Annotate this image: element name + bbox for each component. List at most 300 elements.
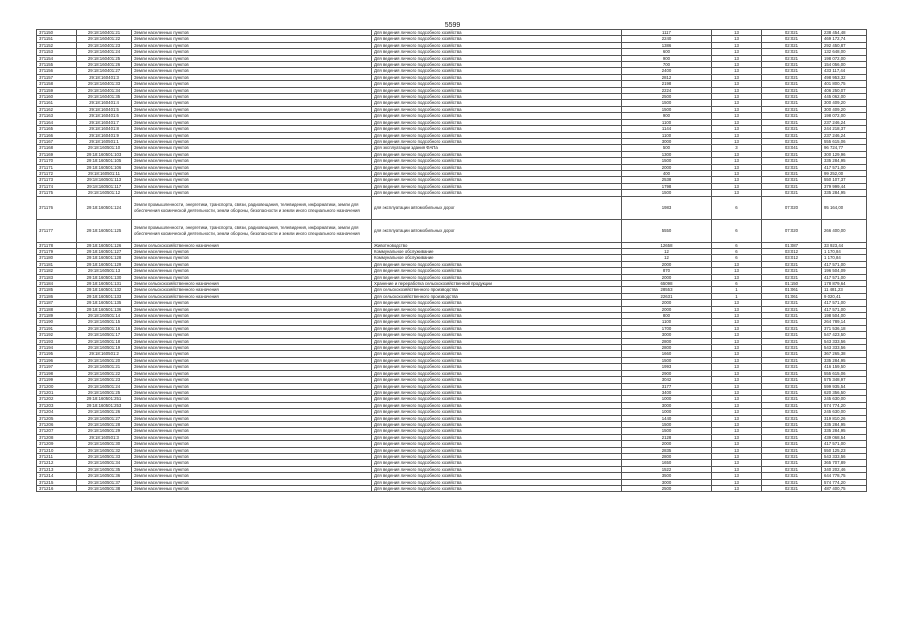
group-cell: 13 xyxy=(712,177,762,183)
area-cell: 2812 xyxy=(622,74,712,80)
cadastral-number-cell: 29:18:160501:251 xyxy=(77,396,132,402)
code-cell: 02:021 xyxy=(762,319,822,325)
area-cell: 1100 xyxy=(622,119,712,125)
code-cell: 02:021 xyxy=(762,486,822,492)
land-category-cell: Земли сельскохозяйственного назначения xyxy=(132,242,372,248)
permitted-use-cell: Для ведения личного подсобного хозяйства xyxy=(372,319,622,325)
area-cell: 2240 xyxy=(622,36,712,42)
group-cell: 13 xyxy=(712,409,762,415)
code-cell: 03:012 xyxy=(762,255,822,261)
cadastral-value-cell: 379 999,44 xyxy=(822,183,867,189)
land-category-cell: Земли населенных пунктов xyxy=(132,248,372,254)
area-cell: 1300 xyxy=(622,151,712,157)
area-cell: 2224 xyxy=(622,87,712,93)
area-cell: 700 xyxy=(622,62,712,68)
land-category-cell: Земли населенных пунктов xyxy=(132,138,372,144)
cadastral-value-cell: 319 810,26 xyxy=(822,415,867,421)
group-cell: 13 xyxy=(712,313,762,319)
cadastral-number-cell: 29:18:160501:129 xyxy=(77,261,132,267)
area-cell: 1100 xyxy=(622,132,712,138)
code-cell: 02:021 xyxy=(762,466,822,472)
code-cell: 02:021 xyxy=(762,113,822,119)
group-cell: 13 xyxy=(712,55,762,61)
code-cell: 02:021 xyxy=(762,479,822,485)
cadastral-number-cell: 29:18:160501:131 xyxy=(77,281,132,287)
row-number-cell: 371174 xyxy=(37,183,77,189)
cadastral-number-cell: 29:18:160501:133 xyxy=(77,293,132,299)
code-cell: 02:021 xyxy=(762,306,822,312)
area-cell: 2000 xyxy=(622,274,712,280)
group-cell: 13 xyxy=(712,138,762,144)
code-cell: 02:021 xyxy=(762,177,822,183)
land-category-cell: Земли населенных пунктов xyxy=(132,306,372,312)
permitted-use-cell: Для ведения личного подсобного хозяйства xyxy=(372,164,622,170)
permitted-use-cell: Для ведения личного подсобного хозяйства xyxy=(372,486,622,492)
group-cell: 13 xyxy=(712,357,762,363)
row-number-cell: 371204 xyxy=(37,409,77,415)
permitted-use-cell: Для ведения личного подсобного хозяйства xyxy=(372,460,622,466)
cadastral-number-cell: 29:18:160401:9 xyxy=(77,132,132,138)
permitted-use-cell: Для ведения личного подсобного хозяйства xyxy=(372,183,622,189)
group-cell: 13 xyxy=(712,36,762,42)
area-cell: 3000 xyxy=(622,332,712,338)
land-category-cell: Земли населенных пунктов xyxy=(132,113,372,119)
code-cell: 01:150 xyxy=(762,281,822,287)
cadastral-value-cell: 371 536,18 xyxy=(822,325,867,331)
land-category-cell: Земли сельскохозяйственного назначения xyxy=(132,281,372,287)
area-cell: 1386 xyxy=(622,42,712,48)
row-number-cell: 371187 xyxy=(37,300,77,306)
row-number-cell: 371185 xyxy=(37,287,77,293)
area-cell: 1650 xyxy=(622,460,712,466)
permitted-use-cell: Для ведения личного подсобного хозяйства xyxy=(372,441,622,447)
group-cell: 13 xyxy=(712,42,762,48)
code-cell: 02:021 xyxy=(762,377,822,383)
permitted-use-cell: Для ведения личного подсобного хозяйства xyxy=(372,453,622,459)
code-cell: 02:021 xyxy=(762,325,822,331)
cadastral-value-cell: 439 068,54 xyxy=(822,434,867,440)
code-cell: 02:021 xyxy=(762,100,822,106)
land-category-cell: Земли населенных пунктов xyxy=(132,325,372,331)
code-cell: 02:021 xyxy=(762,151,822,157)
land-category-cell: Земли населенных пунктов xyxy=(132,100,372,106)
area-cell: 2000 xyxy=(622,164,712,170)
land-category-cell: Земли населенных пунктов xyxy=(132,396,372,402)
code-cell: 02:021 xyxy=(762,42,822,48)
cadastral-number-cell: 29:18:160501:35 xyxy=(77,466,132,472)
cadastral-value-cell: 335 284,95 xyxy=(822,421,867,427)
area-cell: 2000 xyxy=(622,261,712,267)
group-cell: 13 xyxy=(712,119,762,125)
group-cell: 13 xyxy=(712,415,762,421)
row-number-cell: 371213 xyxy=(37,466,77,472)
group-cell: 13 xyxy=(712,62,762,68)
code-cell: 02:021 xyxy=(762,383,822,389)
row-number-cell: 371209 xyxy=(37,441,77,447)
code-cell: 02:021 xyxy=(762,119,822,125)
area-cell: 1000 xyxy=(622,396,712,402)
permitted-use-cell: Для ведения личного подсобного хозяйства xyxy=(372,132,622,138)
land-category-cell: Земли населенных пунктов xyxy=(132,351,372,357)
row-number-cell: 371155 xyxy=(37,62,77,68)
cadastral-value-cell: 198 504,00 xyxy=(822,313,867,319)
row-number-cell: 371183 xyxy=(37,274,77,280)
permitted-use-cell: Животноводство xyxy=(372,242,622,248)
row-number-cell: 371170 xyxy=(37,158,77,164)
group-cell: 13 xyxy=(712,87,762,93)
cadastral-value-cell: 417 571,00 xyxy=(822,164,867,170)
row-number-cell: 371159 xyxy=(37,87,77,93)
area-cell: 2835 xyxy=(622,447,712,453)
code-cell: 02:021 xyxy=(762,274,822,280)
code-cell: 02:021 xyxy=(762,428,822,434)
permitted-use-cell: Для ведения личного подсобного хозяйства xyxy=(372,389,622,395)
cadastral-number-cell: 29:18:160501:19 xyxy=(77,345,132,351)
permitted-use-cell: Для ведения личного подсобного хозяйства xyxy=(372,268,622,274)
permitted-use-cell: Для ведения личного подсобного хозяйства xyxy=(372,62,622,68)
row-number-cell: 371165 xyxy=(37,126,77,132)
code-cell: 02:021 xyxy=(762,338,822,344)
cadastral-value-cell: 433 117,44 xyxy=(822,68,867,74)
row-number-cell: 371198 xyxy=(37,370,77,376)
row-number-cell: 371202 xyxy=(37,396,77,402)
land-category-cell: Земли населенных пунктов xyxy=(132,421,372,427)
code-cell: 02:021 xyxy=(762,370,822,376)
group-cell: 6 xyxy=(712,219,762,242)
area-cell: 2128 xyxy=(622,434,712,440)
area-cell: 900 xyxy=(622,113,712,119)
cadastral-number-cell: 29:18:160501:24 xyxy=(77,383,132,389)
row-number-cell: 371189 xyxy=(37,313,77,319)
area-cell: 1144 xyxy=(622,126,712,132)
table-row xyxy=(37,219,867,242)
cadastral-value-cell: 547 423,50 xyxy=(822,332,867,338)
cadastral-number-cell: 29:18:160401:7 xyxy=(77,119,132,125)
cadastral-value-cell: 99 252,00 xyxy=(822,170,867,176)
permitted-use-cell: Для ведения личного подсобного хозяйства xyxy=(372,396,622,402)
cadastral-value-cell: 574 774,20 xyxy=(822,479,867,485)
code-cell: 02:021 xyxy=(762,415,822,421)
group-cell: 13 xyxy=(712,158,762,164)
group-cell: 13 xyxy=(712,428,762,434)
cadastral-value-cell: 550 125,23 xyxy=(822,447,867,453)
cadastral-value-cell: 196 504,09 xyxy=(822,268,867,274)
area-cell: 2500 xyxy=(622,94,712,100)
land-category-cell: Земли населенных пунктов xyxy=(132,434,372,440)
permitted-use-cell: Для ведения личного подсобного хозяйства xyxy=(372,68,622,74)
land-category-cell: Земли сельскохозяйственного назначения xyxy=(132,293,372,299)
group-cell: 13 xyxy=(712,389,762,395)
table-row xyxy=(37,196,867,219)
group-cell: 6 xyxy=(712,242,762,248)
permitted-use-cell: Для ведения личного подсобного хозяйства xyxy=(372,177,622,183)
area-cell: 1117 xyxy=(622,30,712,36)
land-category-cell: Земли населенных пунктов xyxy=(132,332,372,338)
cadastral-value-cell: 406 250,07 xyxy=(822,87,867,93)
land-category-cell: Земли населенных пунктов xyxy=(132,473,372,479)
cadastral-number-cell: 29:18:160401:35 xyxy=(77,94,132,100)
land-category-cell: Земли населенных пунктов xyxy=(132,62,372,68)
permitted-use-cell: Для ведения личного подсобного хозяйства xyxy=(372,158,622,164)
row-number-cell: 371208 xyxy=(37,434,77,440)
cadastral-number-cell: 29:18:160401:27 xyxy=(77,68,132,74)
row-number-cell: 371191 xyxy=(37,325,77,331)
land-category-cell: Земли населенных пунктов xyxy=(132,145,372,151)
code-cell: 02:021 xyxy=(762,453,822,459)
permitted-use-cell: Для ведения личного подсобного хозяйства xyxy=(372,74,622,80)
cadastral-number-cell: 29:18:160501:21 xyxy=(77,364,132,370)
code-cell: 02:021 xyxy=(762,164,822,170)
cadastral-value-cell: 96 724,77 xyxy=(822,145,867,151)
cadastral-value-cell: 335 284,95 xyxy=(822,158,867,164)
cadastral-value-cell: 340 202,46 xyxy=(822,466,867,472)
area-cell: 1700 xyxy=(622,325,712,331)
code-cell: 02:021 xyxy=(762,36,822,42)
cadastral-value-cell: 198 072,00 xyxy=(822,55,867,61)
cadastral-value-cell: 417 571,00 xyxy=(822,441,867,447)
row-number-cell: 371177 xyxy=(37,219,77,242)
code-cell: 02:021 xyxy=(762,74,822,80)
code-cell: 02:021 xyxy=(762,402,822,408)
cadastral-number-cell: 29:18:160401:21 xyxy=(77,30,132,36)
cadastral-number-cell: 29:18:160401:6 xyxy=(77,113,132,119)
cadastral-number-cell: 29:18:160501:38 xyxy=(77,486,132,492)
cadastral-number-cell: 29:18:160501:37 xyxy=(77,479,132,485)
permitted-use-cell: для эксплуатации автомобильных дорог xyxy=(372,196,622,219)
permitted-use-cell: Для ведения личного подсобного хозяйства xyxy=(372,428,622,434)
group-cell: 13 xyxy=(712,68,762,74)
group-cell: 13 xyxy=(712,49,762,55)
land-category-cell: Земли населенных пунктов xyxy=(132,409,372,415)
permitted-use-cell: для эксплуатации автомобильных дорог xyxy=(372,219,622,242)
cadastral-value-cell: 555 615,06 xyxy=(822,138,867,144)
cadastral-value-cell: 335 284,95 xyxy=(822,428,867,434)
code-cell: 01:061 xyxy=(762,287,822,293)
permitted-use-cell: Для ведения личного подсобного хозяйства xyxy=(372,300,622,306)
code-cell: 02:021 xyxy=(762,300,822,306)
group-cell: 13 xyxy=(712,319,762,325)
permitted-use-cell: Для ведения личного подсобного хозяйства xyxy=(372,421,622,427)
code-cell: 02:021 xyxy=(762,332,822,338)
group-cell: 13 xyxy=(712,434,762,440)
permitted-use-cell: Для ведения личного подсобного хозяйства xyxy=(372,370,622,376)
group-cell: 13 xyxy=(712,370,762,376)
group-cell: 13 xyxy=(712,190,762,196)
area-cell: 2000 xyxy=(622,300,712,306)
cadastral-value-cell: 555 615,06 xyxy=(822,370,867,376)
cadastral-value-cell: 335 284,95 xyxy=(822,357,867,363)
permitted-use-cell: Для ведения личного подсобного хозяйства xyxy=(372,190,622,196)
area-cell: 400 xyxy=(622,170,712,176)
area-cell: 3400 xyxy=(622,389,712,395)
land-category-cell: Земли населенных пунктов xyxy=(132,106,372,112)
group-cell: 13 xyxy=(712,479,762,485)
code-cell: 02:021 xyxy=(762,313,822,319)
land-category-cell: Земли населенных пунктов xyxy=(132,428,372,434)
row-number-cell: 371211 xyxy=(37,453,77,459)
cadastral-number-cell: 29:18:160401:25 xyxy=(77,55,132,61)
cadastral-number-cell: 29:18:160501:29 xyxy=(77,428,132,434)
cadastral-value-cell: 644 778,75 xyxy=(822,473,867,479)
permitted-use-cell: Для ведения личного подсобного хозяйства xyxy=(372,42,622,48)
group-cell: 6 xyxy=(712,248,762,254)
cadastral-value-cell: 300 129,96 xyxy=(822,151,867,157)
cadastral-number-cell: 29:18:160501:10 xyxy=(77,145,132,151)
cadastral-value-cell: 543 333,56 xyxy=(822,338,867,344)
group-cell: 13 xyxy=(712,460,762,466)
cadastral-value-cell: 417 571,00 xyxy=(822,261,867,267)
permitted-use-cell: Для ведения личного подсобного хозяйства xyxy=(372,274,622,280)
cadastral-number-cell: 29:18:160501:32 xyxy=(77,447,132,453)
land-category-cell: Земли населенных пунктов xyxy=(132,81,372,87)
cadastral-value-cell: 1 170,84 xyxy=(822,255,867,261)
group-cell: 13 xyxy=(712,81,762,87)
cadastral-value-cell: 264 789,14 xyxy=(822,319,867,325)
area-cell: 1500 xyxy=(622,190,712,196)
cadastral-value-cell: 95 164,00 xyxy=(822,196,867,219)
cadastral-number-cell: 29:18:160401:4 xyxy=(77,100,132,106)
group-cell: 13 xyxy=(712,306,762,312)
permitted-use-cell: Для ведения личного подсобного хозяйства xyxy=(372,332,622,338)
land-category-cell: Земли населенных пунктов xyxy=(132,74,372,80)
permitted-use-cell: Для ведения личного подсобного хозяйства xyxy=(372,30,622,36)
permitted-use-cell: Для ведения личного подсобного хозяйства xyxy=(372,36,622,42)
cadastral-value-cell: 487 400,75 xyxy=(822,486,867,492)
cadastral-value-cell: 154 056,00 xyxy=(822,62,867,68)
group-cell: 13 xyxy=(712,421,762,427)
land-category-cell: Земли промышленности, энергетики, транспорта, связи, радиовещания, телевидения, информатики, земли для обеспечения космической деятельности, земли обороны, безопасности и земли иного специального назначения xyxy=(132,196,372,219)
group-cell: 13 xyxy=(712,332,762,338)
group-cell: 13 xyxy=(712,94,762,100)
code-cell: 02:021 xyxy=(762,132,822,138)
cadastral-number-cell: 29:18:160501:26 xyxy=(77,409,132,415)
cadastral-value-cell: 401 800,75 xyxy=(822,81,867,87)
area-cell: 2538 xyxy=(622,177,712,183)
row-number-cell: 371163 xyxy=(37,113,77,119)
cadastral-number-cell: 29:18:160501:124 xyxy=(77,196,132,219)
group-cell: 13 xyxy=(712,396,762,402)
code-cell: 02:021 xyxy=(762,396,822,402)
group-cell: 13 xyxy=(712,183,762,189)
cadastral-number-cell: 29:18:160501:117 xyxy=(77,183,132,189)
area-cell: 1660 xyxy=(622,351,712,357)
row-number-cell: 371150 xyxy=(37,30,77,36)
area-cell: 3500 xyxy=(622,473,712,479)
cadastral-number-cell: 29:18:160501:27 xyxy=(77,415,132,421)
row-number-cell: 371193 xyxy=(37,338,77,344)
group-cell: 13 xyxy=(712,30,762,36)
cadastral-value-cell: 237 246,24 xyxy=(822,132,867,138)
row-number-cell: 371181 xyxy=(37,261,77,267)
code-cell: 02:021 xyxy=(762,55,822,61)
area-cell: 2000 xyxy=(622,306,712,312)
row-number-cell: 371206 xyxy=(37,421,77,427)
cadastral-number-cell: 29:18:160501:23 xyxy=(77,377,132,383)
group-cell: 13 xyxy=(712,486,762,492)
row-number-cell: 371162 xyxy=(37,106,77,112)
cadastral-value-cell: 417 571,00 xyxy=(822,300,867,306)
area-cell: 2800 xyxy=(622,338,712,344)
cadastral-number-cell: 29:18:160501:17 xyxy=(77,332,132,338)
cadastral-value-cell: 238 454,48 xyxy=(822,30,867,36)
cadastral-value-cell: 237 246,24 xyxy=(822,119,867,125)
row-number-cell: 371168 xyxy=(37,145,77,151)
cadastral-value-cell: 198 072,00 xyxy=(822,113,867,119)
row-number-cell: 371192 xyxy=(37,332,77,338)
code-cell: 07:020 xyxy=(762,196,822,219)
group-cell: 13 xyxy=(712,402,762,408)
permitted-use-cell: Для ведения личного подсобного хозяйства xyxy=(372,415,622,421)
cadastral-value-cell: 11 481,23 xyxy=(822,287,867,293)
cadastral-number-cell: 29:18:160501:12 xyxy=(77,190,132,196)
cadastral-number-cell: 29:18:160501:2 xyxy=(77,351,132,357)
row-number-cell: 371164 xyxy=(37,119,77,125)
permitted-use-cell: Для ведения личного подсобного хозяйства xyxy=(372,81,622,87)
permitted-use-cell: Для ведения личного подсобного хозяйства xyxy=(372,151,622,157)
land-category-cell: Земли населенных пунктов xyxy=(132,389,372,395)
area-cell: 2198 xyxy=(622,81,712,87)
permitted-use-cell: Для ведения личного подсобного хозяйства xyxy=(372,338,622,344)
code-cell: 02:021 xyxy=(762,261,822,267)
permitted-use-cell: Коммунальное обслуживание xyxy=(372,248,622,254)
land-category-cell: Земли населенных пунктов xyxy=(132,486,372,492)
group-cell: 1 xyxy=(712,293,762,299)
code-cell: 01:061 xyxy=(762,293,822,299)
row-number-cell: 371156 xyxy=(37,68,77,74)
area-cell: 1522 xyxy=(622,466,712,472)
area-cell: 1500 xyxy=(622,357,712,363)
cadastral-number-cell: 29:18:160501:36 xyxy=(77,473,132,479)
row-number-cell: 371160 xyxy=(37,94,77,100)
cadastral-number-cell: 29:18:160501:11 xyxy=(77,170,132,176)
code-cell: 02:021 xyxy=(762,473,822,479)
permitted-use-cell: Для ведения личного подсобного хозяйства xyxy=(372,138,622,144)
group-cell: 13 xyxy=(712,441,762,447)
group-cell: 13 xyxy=(712,325,762,331)
permitted-use-cell: Для ведения личного подсобного хозяйства xyxy=(372,479,622,485)
area-cell: 28553 xyxy=(622,287,712,293)
area-cell: 2800 xyxy=(622,453,712,459)
cadastral-number-cell: 29:18:160501:113 xyxy=(77,177,132,183)
cadastral-value-cell: 575 348,97 xyxy=(822,377,867,383)
group-cell: 13 xyxy=(712,132,762,138)
code-cell: 07:020 xyxy=(762,219,822,242)
land-cadastral-table xyxy=(36,29,867,492)
cadastral-number-cell: 29:18:160401:26 xyxy=(77,62,132,68)
group-cell: 6 xyxy=(712,281,762,287)
row-number-cell: 371196 xyxy=(37,357,77,363)
land-category-cell: Земли населенных пунктов xyxy=(132,377,372,383)
permitted-use-cell: Для ведения личного подсобного хозяйства xyxy=(372,261,622,267)
land-category-cell: Земли промышленности, энергетики, транспорта, связи, радиовещания, телевидения, информатики, земли для обеспечения космической деятельности, земли обороны, безопасности и земли иного специального назначения xyxy=(132,219,372,242)
land-category-cell: Земли населенных пунктов xyxy=(132,68,372,74)
row-number-cell: 371169 xyxy=(37,151,77,157)
land-category-cell: Земли населенных пунктов xyxy=(132,300,372,306)
permitted-use-cell: Для ведения личного подсобного хозяйства xyxy=(372,306,622,312)
permitted-use-cell: Хранение и переработка сельскохозяйственной продукции xyxy=(372,281,622,287)
cadastral-number-cell: 29:18:160401:5 xyxy=(77,106,132,112)
row-number-cell: 371171 xyxy=(37,164,77,170)
cadastral-value-cell: 574 774,20 xyxy=(822,402,867,408)
land-category-cell: Земли населенных пунктов xyxy=(132,441,372,447)
cadastral-value-cell: 498 953,32 xyxy=(822,74,867,80)
cadastral-number-cell: 29:18:160501:136 xyxy=(77,306,132,312)
cadastral-number-cell: 29:18:160501:18 xyxy=(77,338,132,344)
area-cell: 65098 xyxy=(622,281,712,287)
area-cell: 1000 xyxy=(622,409,712,415)
code-cell: 02:021 xyxy=(762,460,822,466)
land-category-cell: Земли населенных пунктов xyxy=(132,190,372,196)
